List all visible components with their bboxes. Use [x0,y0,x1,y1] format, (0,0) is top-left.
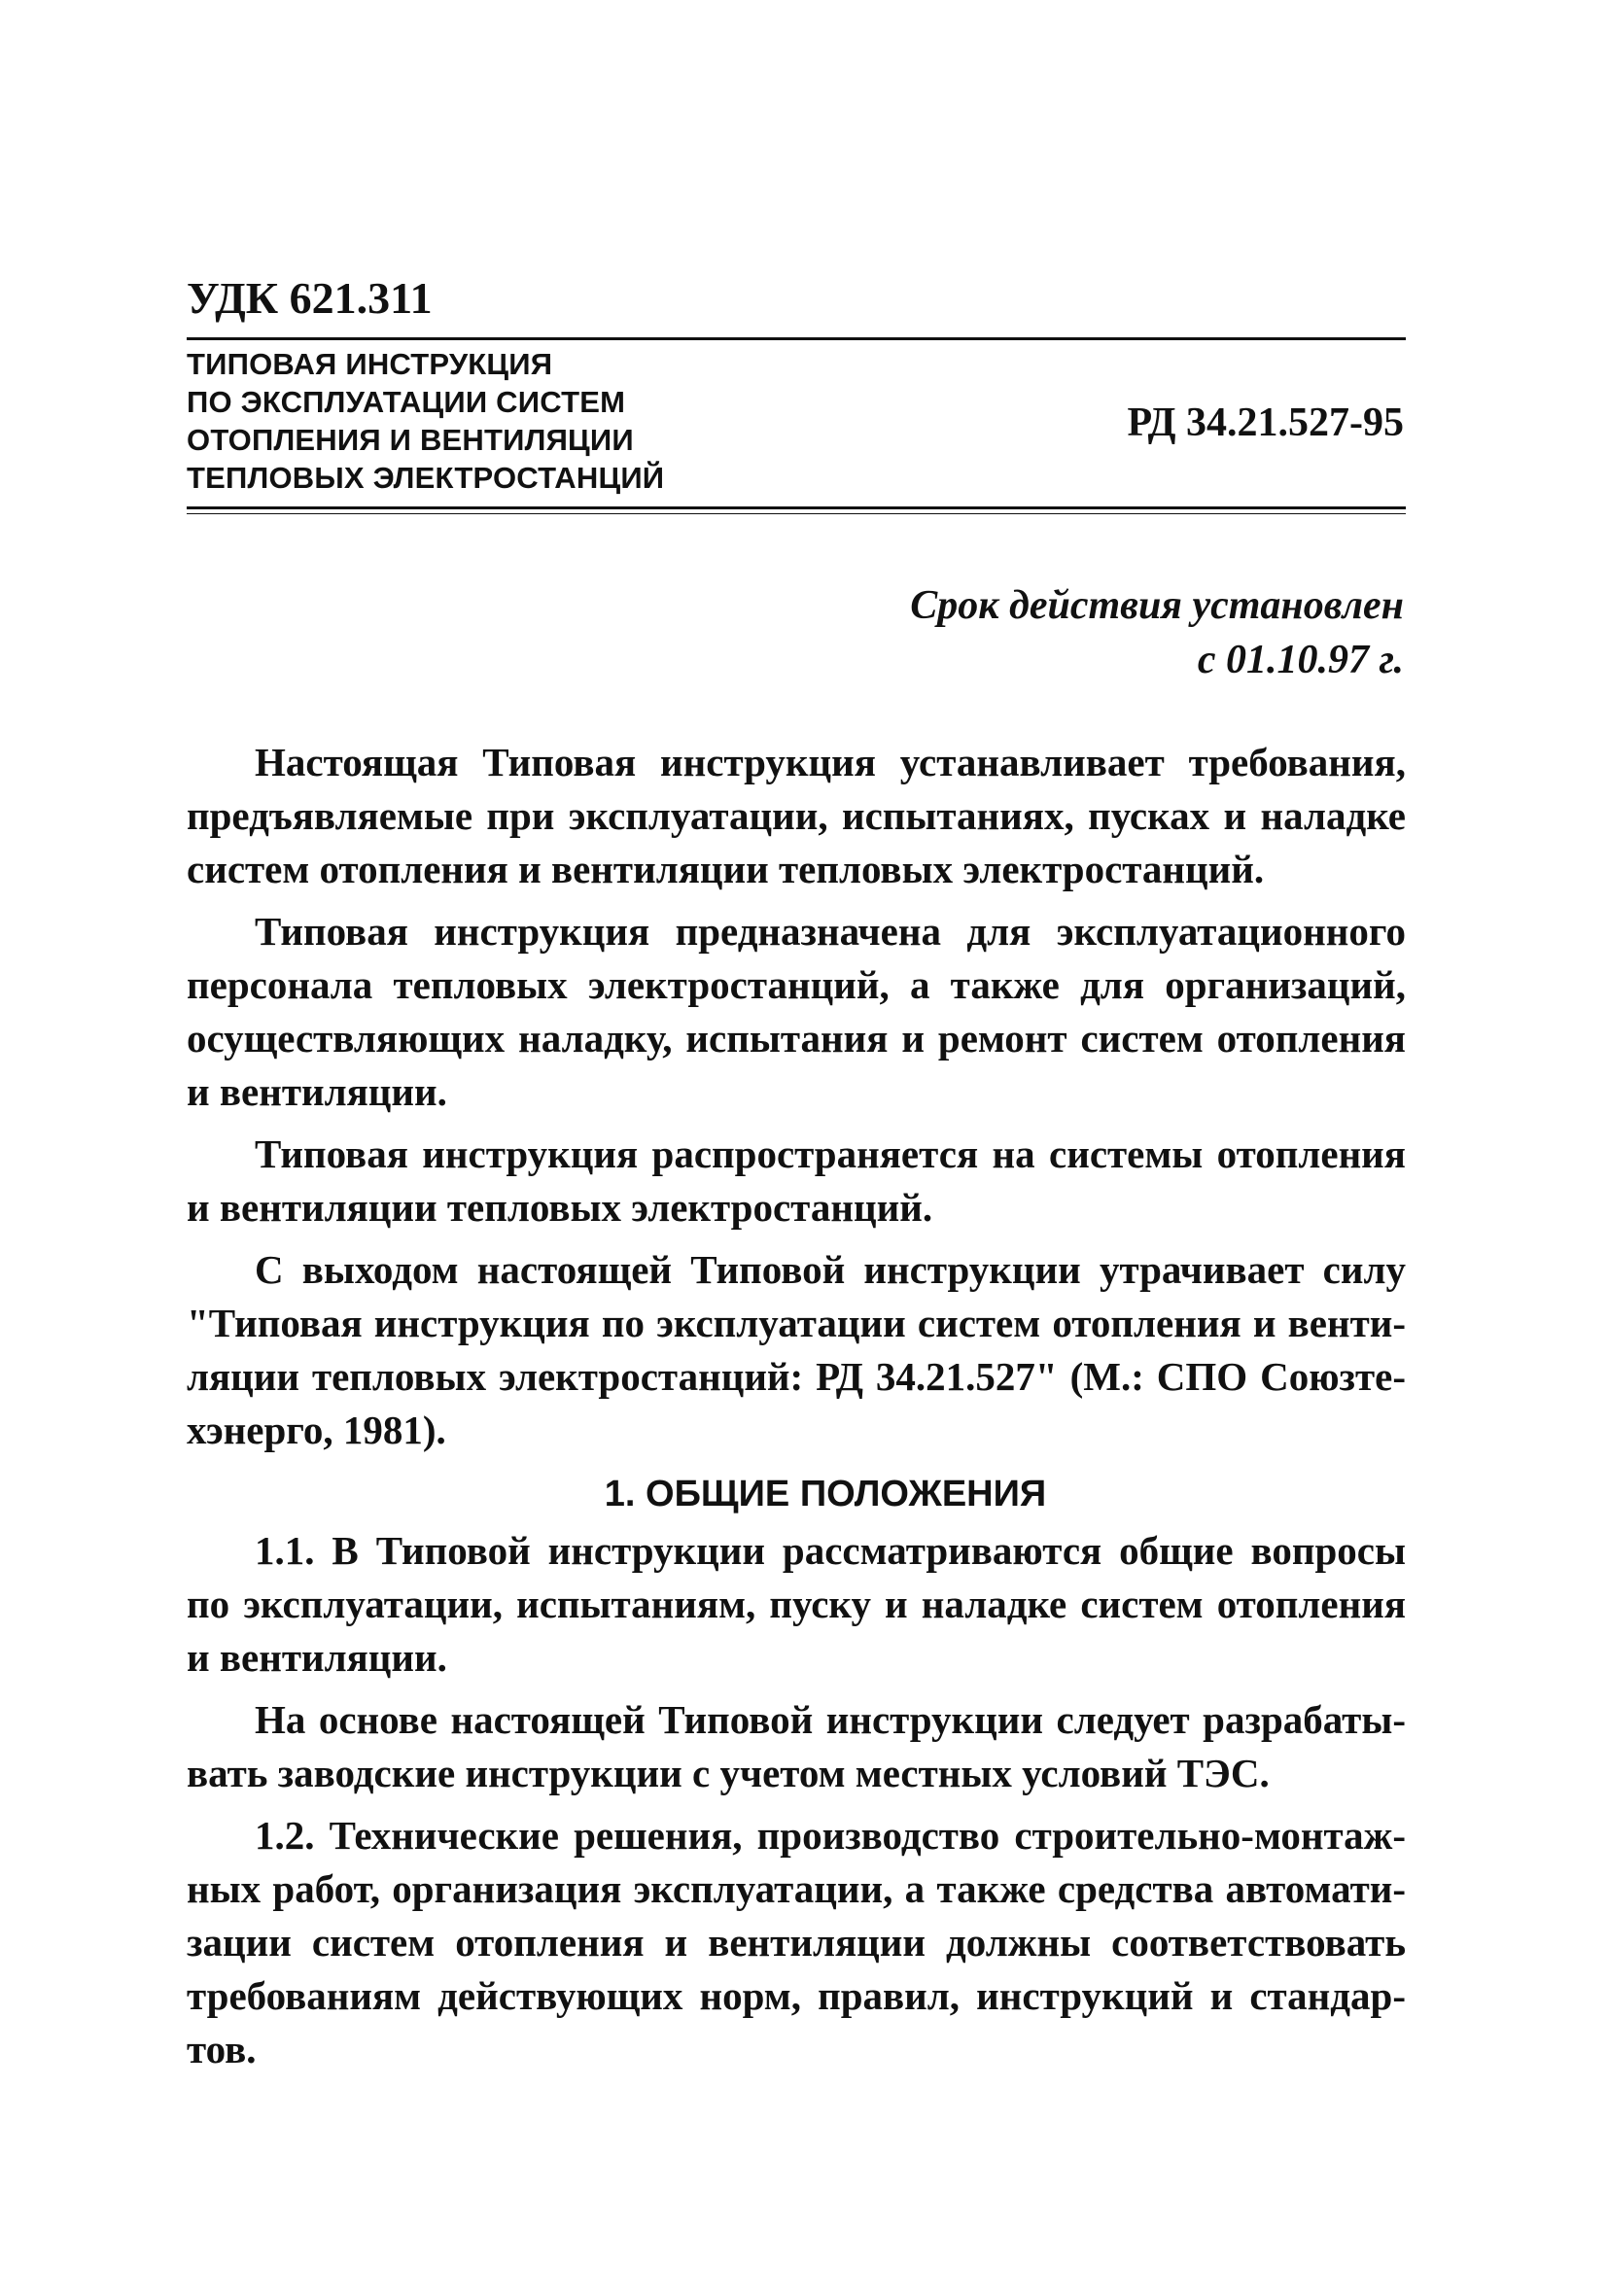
validity-note [910,578,1404,687]
document-title-line: ТИПОВАЯ ИНСТРУКЦИЯ [187,347,553,381]
intro-paragraph: С выходом настоящей Типовой инструкции утрачивает силу "Типовая инструкция по эксплуатации систем отопления и вентиляции тепловых электростанций: РД 34.21.527" (М.: СПО Союзтехэнерго, 1981). [187,1247,1406,1452]
udk-code: УДК 621.311 [187,273,433,323]
section-text [187,1524,1406,2085]
validity-line: Срок действия установлен [910,583,1404,628]
section-paragraph: 1.1. В Типовой инструкции рассматриваются общие вопросы по эксплуатации, испытаниям, пуску и наладке систем отопления и вентиляции. [187,1528,1406,1680]
section-heading: 1. ОБЩИЕ ПОЛОЖЕНИЯ [604,1474,1047,1514]
intro-paragraph: Типовая инструкция предназначена для эксплуатационного персонала тепловых электростанций, а также для организаций, осуществляющих наладку, испытания и ремонт систем отопления и вентиляции. [187,909,1406,1114]
intro-text [187,736,1406,1466]
document-title-line: ОТОПЛЕНИЯ И ВЕНТИЛЯЦИИ [187,423,634,457]
section-paragraph: 1.2. Технические решения, производство строительно-монтажных работ, организация эксплуатации, а также средства автоматизации систем отопления и вентиляции должны соответствовать требованиям действующих норм, правил, инструкций и стандартов. [187,1813,1406,2071]
document-title-line: ТЕПЛОВЫХ ЭЛЕКТРОСТАНЦИЙ [187,461,665,495]
document-title [187,345,809,497]
intro-paragraph: Типовая инструкция распространяется на системы отопления и вентиляции тепловых электростанций. [187,1131,1406,1230]
header-top-rule [187,337,1406,340]
document-title-line: ПО ЭКСПЛУАТАЦИИ СИСТЕМ [187,385,626,419]
header-bottom-thin-rule [187,513,1406,514]
section-paragraph: На основе настоящей Типовой инструкции следует разрабатывать заводские инструкции с учетом местных условий ТЭС. [187,1697,1406,1795]
validity-date: с 01.10.97 г. [1197,638,1404,682]
intro-paragraph: Настоящая Типовая инструкция устанавливает требования, предъявляемые при эксплуатации, испытаниях, пусках и наладке систем отопления и вентиляции тепловых электростанций. [187,740,1406,891]
header-bottom-rule [187,506,1406,509]
document-code: РД 34.21.527-95 [1127,400,1404,445]
